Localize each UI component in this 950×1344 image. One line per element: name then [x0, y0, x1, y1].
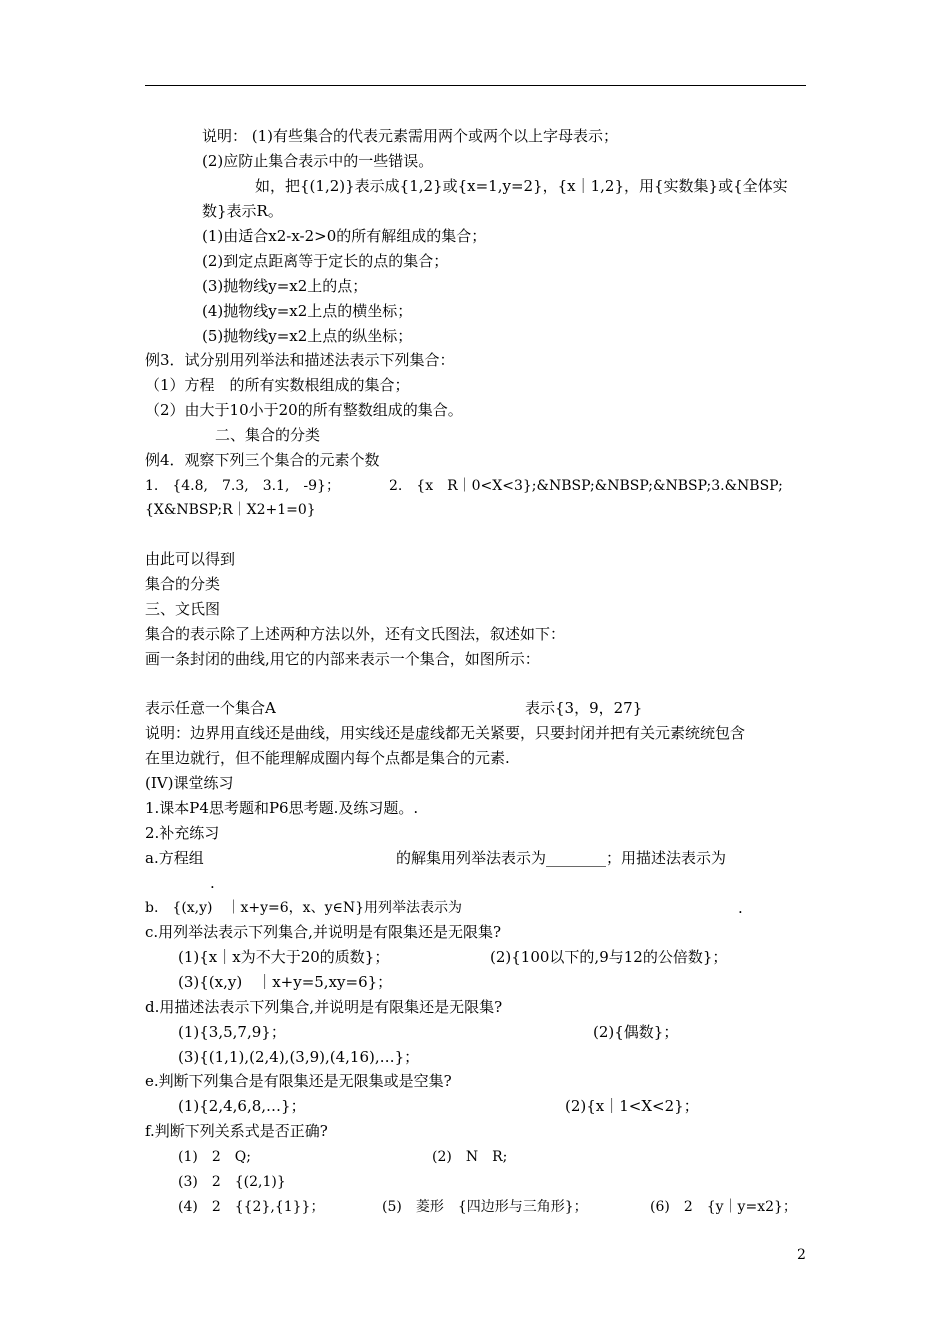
text-line: 1. {4.8, 7.3, 3.1, -9}； 2. {x R｜0<X<3};&NBSP;&NBSP;&NBSP;3.&NBSP;	[145, 478, 783, 494]
header-rule	[145, 85, 806, 86]
text-line: 2.补充练习	[145, 824, 220, 842]
text-line: 画一条封闭的曲线,用它的内部来表示一个集合，如图所示：	[145, 650, 540, 668]
text-line: .	[738, 899, 743, 917]
text-line: (3){(1,1),(2,4),(3,9),(4,16),…}；	[178, 1048, 420, 1066]
text-line: 的解集用列举法表示为________；用描述法表示为	[396, 849, 727, 867]
example-heading: 例4．观察下列三个集合的元素个数	[145, 451, 380, 469]
text-line: .	[210, 874, 215, 892]
text-line: e.判断下列集合是有限集还是无限集或是空集?	[145, 1072, 452, 1090]
section-heading: 二、集合的分类	[215, 426, 321, 444]
text-line: {X&NBSP;R｜X2+1=0}	[145, 502, 316, 518]
text-line: （1）方程 的所有实数根组成的集合；	[145, 376, 410, 394]
text-line: 表示{3，9，27}	[525, 699, 643, 717]
text-line: c.用列举法表示下列集合,并说明是有限集还是无限集?	[145, 923, 501, 941]
text-line: (2)应防止集合表示中的一些错误。	[202, 152, 434, 170]
text-line: 在里边就行，但不能理解成圈内每个点都是集合的元素.	[145, 749, 510, 767]
text-line: (1) 2 Q;	[178, 1149, 251, 1165]
text-line: （2）由大于10小于20的所有整数组成的集合。	[145, 401, 463, 419]
page-number: 2	[797, 1247, 806, 1263]
section-heading: 三、文氏图	[145, 600, 221, 618]
text-line: (3){(x,y) ｜x+y=5,xy=6}；	[178, 973, 393, 991]
text-line: 集合的分类	[145, 575, 221, 593]
text-line: 数}表示R。	[202, 202, 283, 220]
text-line: 如，把{(1,2)}表示成{1,2}或{x=1,y=2}，{x｜1,2}，用{实数集}或{全体实	[255, 177, 788, 195]
text-line: 集合的表示除了上述两种方法以外，还有文氏图法，叙述如下：	[145, 625, 566, 643]
text-line: (1){3,5,7,9}；	[178, 1023, 286, 1041]
text-line: (5) 菱形 {四边形与三角形}；	[382, 1199, 588, 1215]
section-heading: (IV)课堂练习	[145, 774, 234, 792]
text-line: (2){100以下的,9与12的公倍数}；	[490, 948, 728, 966]
text-line: d.用描述法表示下列集合,并说明是有限集还是无限集?	[145, 998, 503, 1016]
text-line: (2) N R;	[432, 1149, 508, 1165]
text-line: (3)抛物线y=x2上的点；	[202, 277, 368, 295]
text-line: 说明： (1)有些集合的代表元素需用两个或两个以上字母表示；	[202, 127, 619, 145]
text-line: (6) 2 {y｜y=x2}；	[650, 1199, 797, 1215]
text-line: (5)抛物线y=x2上点的纵坐标；	[202, 327, 413, 345]
example-heading: 例3．试分别用列举法和描述法表示下列集合：	[145, 351, 455, 369]
text-line: 说明：边界用直线还是曲线，用实线还是虚线都无关紧要，只要封闭并把有关元素统统包含	[145, 724, 746, 742]
text-line: (2)到定点距离等于定长的点的集合；	[202, 252, 449, 270]
text-line: b. {(x,y) ｜x+y=6，x、y∈N}用列举法表示为	[145, 900, 462, 916]
text-line: (3) 2 {(2,1)}	[178, 1174, 286, 1190]
text-line: (4) 2 {{2},{1}}；	[178, 1199, 325, 1215]
text-line: 表示任意一个集合A	[145, 699, 276, 717]
text-line: (1){2,4,6,8,…}；	[178, 1097, 306, 1115]
text-line: (2){x｜1<X<2}；	[565, 1097, 699, 1115]
text-line: 1.课本P4思考题和P6思考题.及练习题。.	[145, 799, 419, 817]
text-line: 由此可以得到	[145, 550, 236, 568]
text-line: f.判断下列关系式是否正确?	[145, 1122, 328, 1140]
text-line: (4)抛物线y=x2上点的横坐标；	[202, 302, 413, 320]
text-line: (1){x｜x为不大于20的质数}；	[178, 948, 390, 966]
text-line: a.方程组	[145, 849, 204, 867]
text-line: (2){偶数}；	[593, 1023, 679, 1041]
text-line: (1)由适合x2-x-2>0的所有解组成的集合；	[202, 227, 487, 245]
